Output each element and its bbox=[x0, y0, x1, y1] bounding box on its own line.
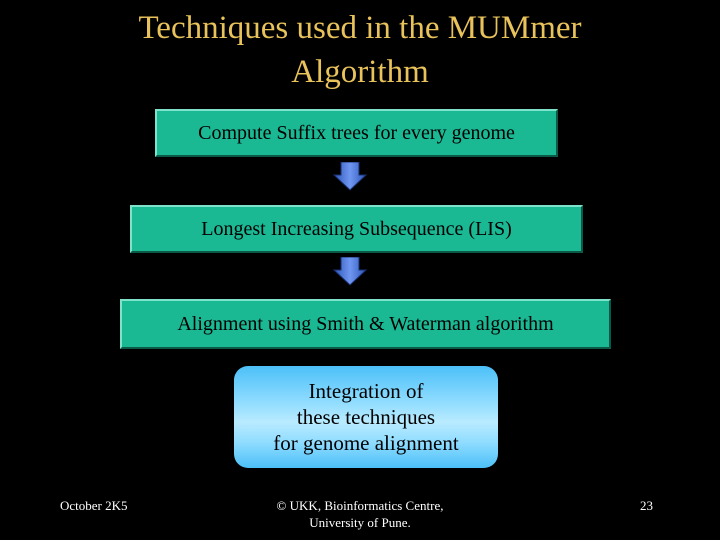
integration-box bbox=[234, 366, 498, 468]
integration-line-2: these techniques bbox=[296, 405, 436, 429]
footer-credit-line-1: © UKK, Bioinformatics Centre, bbox=[276, 498, 444, 513]
slide-title bbox=[60, 6, 660, 94]
footer-credit bbox=[230, 497, 490, 531]
footer-date: October 2K5 bbox=[60, 498, 128, 513]
step-lis-label: Longest Increasing Subsequence (LIS) bbox=[201, 217, 512, 240]
footer-credit-line-2: University of Pune. bbox=[309, 515, 411, 530]
integration-line-1: Integration of bbox=[308, 379, 424, 403]
step-suffix-trees-box bbox=[155, 109, 558, 157]
step-alignment-box bbox=[120, 299, 611, 349]
integration-line-3: for genome alignment bbox=[273, 431, 459, 455]
page-number: 23 bbox=[640, 498, 653, 513]
step-lis-box bbox=[130, 205, 583, 253]
down-arrow-icon bbox=[330, 162, 370, 192]
step-alignment-label: Alignment using Smith & Waterman algorithm bbox=[177, 312, 554, 335]
down-arrow-icon bbox=[330, 257, 370, 287]
title-line-1: Techniques used in the MUMmer bbox=[138, 10, 582, 46]
title-line-2: Algorithm bbox=[291, 54, 429, 90]
step-suffix-trees-label: Compute Suffix trees for every genome bbox=[198, 121, 515, 144]
